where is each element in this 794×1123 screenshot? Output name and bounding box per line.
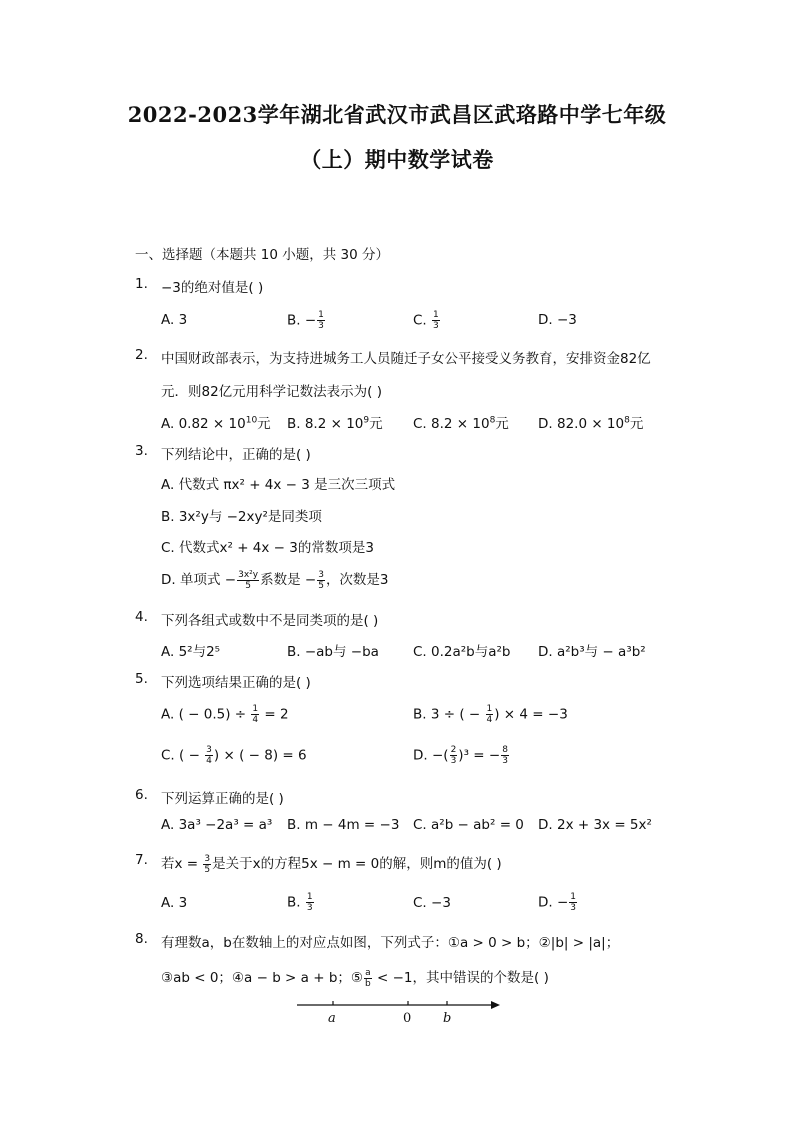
option-a: A. 3 (161, 895, 188, 911)
option-d: D. a²b³与 − a³b² (538, 644, 646, 660)
question-number: 6. (135, 787, 148, 803)
question-stem: 中国财政部表示，为支持进城务工人员随迁子女公平接受义务教育，安排资金82亿 (161, 351, 651, 367)
question-1 (135, 276, 695, 296)
option-a: A. $0.82 \times 10^{10}$元 (161, 415, 271, 432)
option-d: D. −( $\frac{2}{3}$ )³ = − $\frac{8}{3}$ (413, 745, 508, 766)
question-number: 1. (135, 276, 148, 292)
option-b: B. − $\frac{1}{3}$ (287, 310, 324, 331)
question-number: 7. (135, 852, 148, 868)
exam-title-line-1: 2022-2023学年湖北省武汉市武昌区武珞路中学七年级 (127, 102, 667, 127)
question-number: 3. (135, 443, 148, 459)
question-stem-line-2: ③ab < 0；④a − b > a + b；⑤ $\frac{a}{b}$ < −1，其中错误的个数是( ) (161, 967, 549, 989)
option-d: D. $82.0 \times 10^8$元 (538, 415, 644, 432)
question-stem: 下列运算正确的是( ) (161, 791, 284, 807)
question-stem: 下列选项结果正确的是( ) (161, 675, 311, 691)
question-stem: 若x = $\frac{3}{5}$ 是关于x的方程5x − m = 0的解，则m的值为( ) (161, 853, 502, 875)
question-number: 4. (135, 609, 148, 625)
number-line-label-zero: 0 (403, 1011, 412, 1026)
question-8 (135, 931, 695, 951)
option-c: C. 0.2a²b与a²b (413, 644, 511, 660)
option-a: A. 代数式 πx² + 4x − 3 是三次三项式 (161, 477, 396, 493)
question-6 (135, 787, 695, 807)
option-c: C. ( − $\frac{3}{4}$ ) × ( − 8) = 6 (161, 745, 307, 766)
option-a: A. 3a³ −2a³ = a³ (161, 817, 273, 833)
question-stem: 下列结论中，正确的是( ) (161, 447, 311, 463)
question-number: 8. (135, 931, 148, 947)
number-line-label-b: b (443, 1011, 452, 1026)
option-c: C. $\frac{1}{3}$ (413, 310, 439, 331)
question-stem: 有理数a，b在数轴上的对应点如图，下列式子：①a > 0 > b；②|b| > |a|； (161, 935, 620, 951)
question-5 (135, 671, 695, 691)
question-number: 5. (135, 671, 148, 687)
option-a: A. 5²与2⁵ (161, 644, 221, 660)
option-c: C. $8.2 \times 10^8$元 (413, 415, 509, 432)
option-c: C. −3 (413, 895, 451, 911)
option-b: B. −ab与 −ba (287, 644, 379, 660)
option-b: B. 3x²y与 −2xy²是同类项 (161, 509, 322, 525)
question-7 (135, 852, 695, 874)
option-d: D. 单项式 − $\frac{\text{3x²y}}{5}$ 系数是 − $\frac{3}{5}$ ，次数是3 (161, 569, 389, 591)
option-b: B. 3 ÷ ( − $\frac{1}{4}$ ) × 4 = −3 (413, 704, 568, 725)
question-stem-line-2: 元．则82亿元用科学记数法表示为( ) (161, 384, 383, 400)
option-c: C. 代数式x² + 4x − 3的常数项是3 (161, 540, 374, 556)
option-b: B. $\frac{1}{3}$ (287, 892, 313, 913)
option-c: C. a²b − ab² = 0 (413, 817, 524, 833)
option-a: A. ( − 0.5) ÷ $\frac{1}{4}$ = 2 (161, 704, 289, 725)
question-3 (135, 443, 695, 463)
number-line-label-a: a (328, 1011, 336, 1026)
question-stem: 下列各组式或数中不是同类项的是( ) (161, 613, 379, 629)
option-d: D. 2x + 3x = 5x² (538, 817, 652, 833)
question-4 (135, 609, 695, 629)
option-b: B. m − 4m = −3 (287, 817, 400, 833)
arrow-right-icon (491, 1001, 500, 1009)
question-2 (135, 347, 695, 367)
section-heading: 一、选择题（本题共 10 小题，共 30 分） (135, 247, 390, 263)
number-line-figure (295, 995, 505, 1035)
exam-title-line-2: （上）期中数学试卷 (300, 147, 494, 172)
option-d: D. − $\frac{1}{3}$ (538, 892, 577, 913)
option-d: D. −3 (538, 312, 577, 328)
question-number: 2. (135, 347, 148, 363)
option-a: A. 3 (161, 312, 188, 328)
number-line-axis (295, 995, 505, 1009)
option-b: B. $8.2 \times 10^9$元 (287, 415, 383, 432)
question-stem: −3的绝对值是( ) (161, 280, 264, 296)
